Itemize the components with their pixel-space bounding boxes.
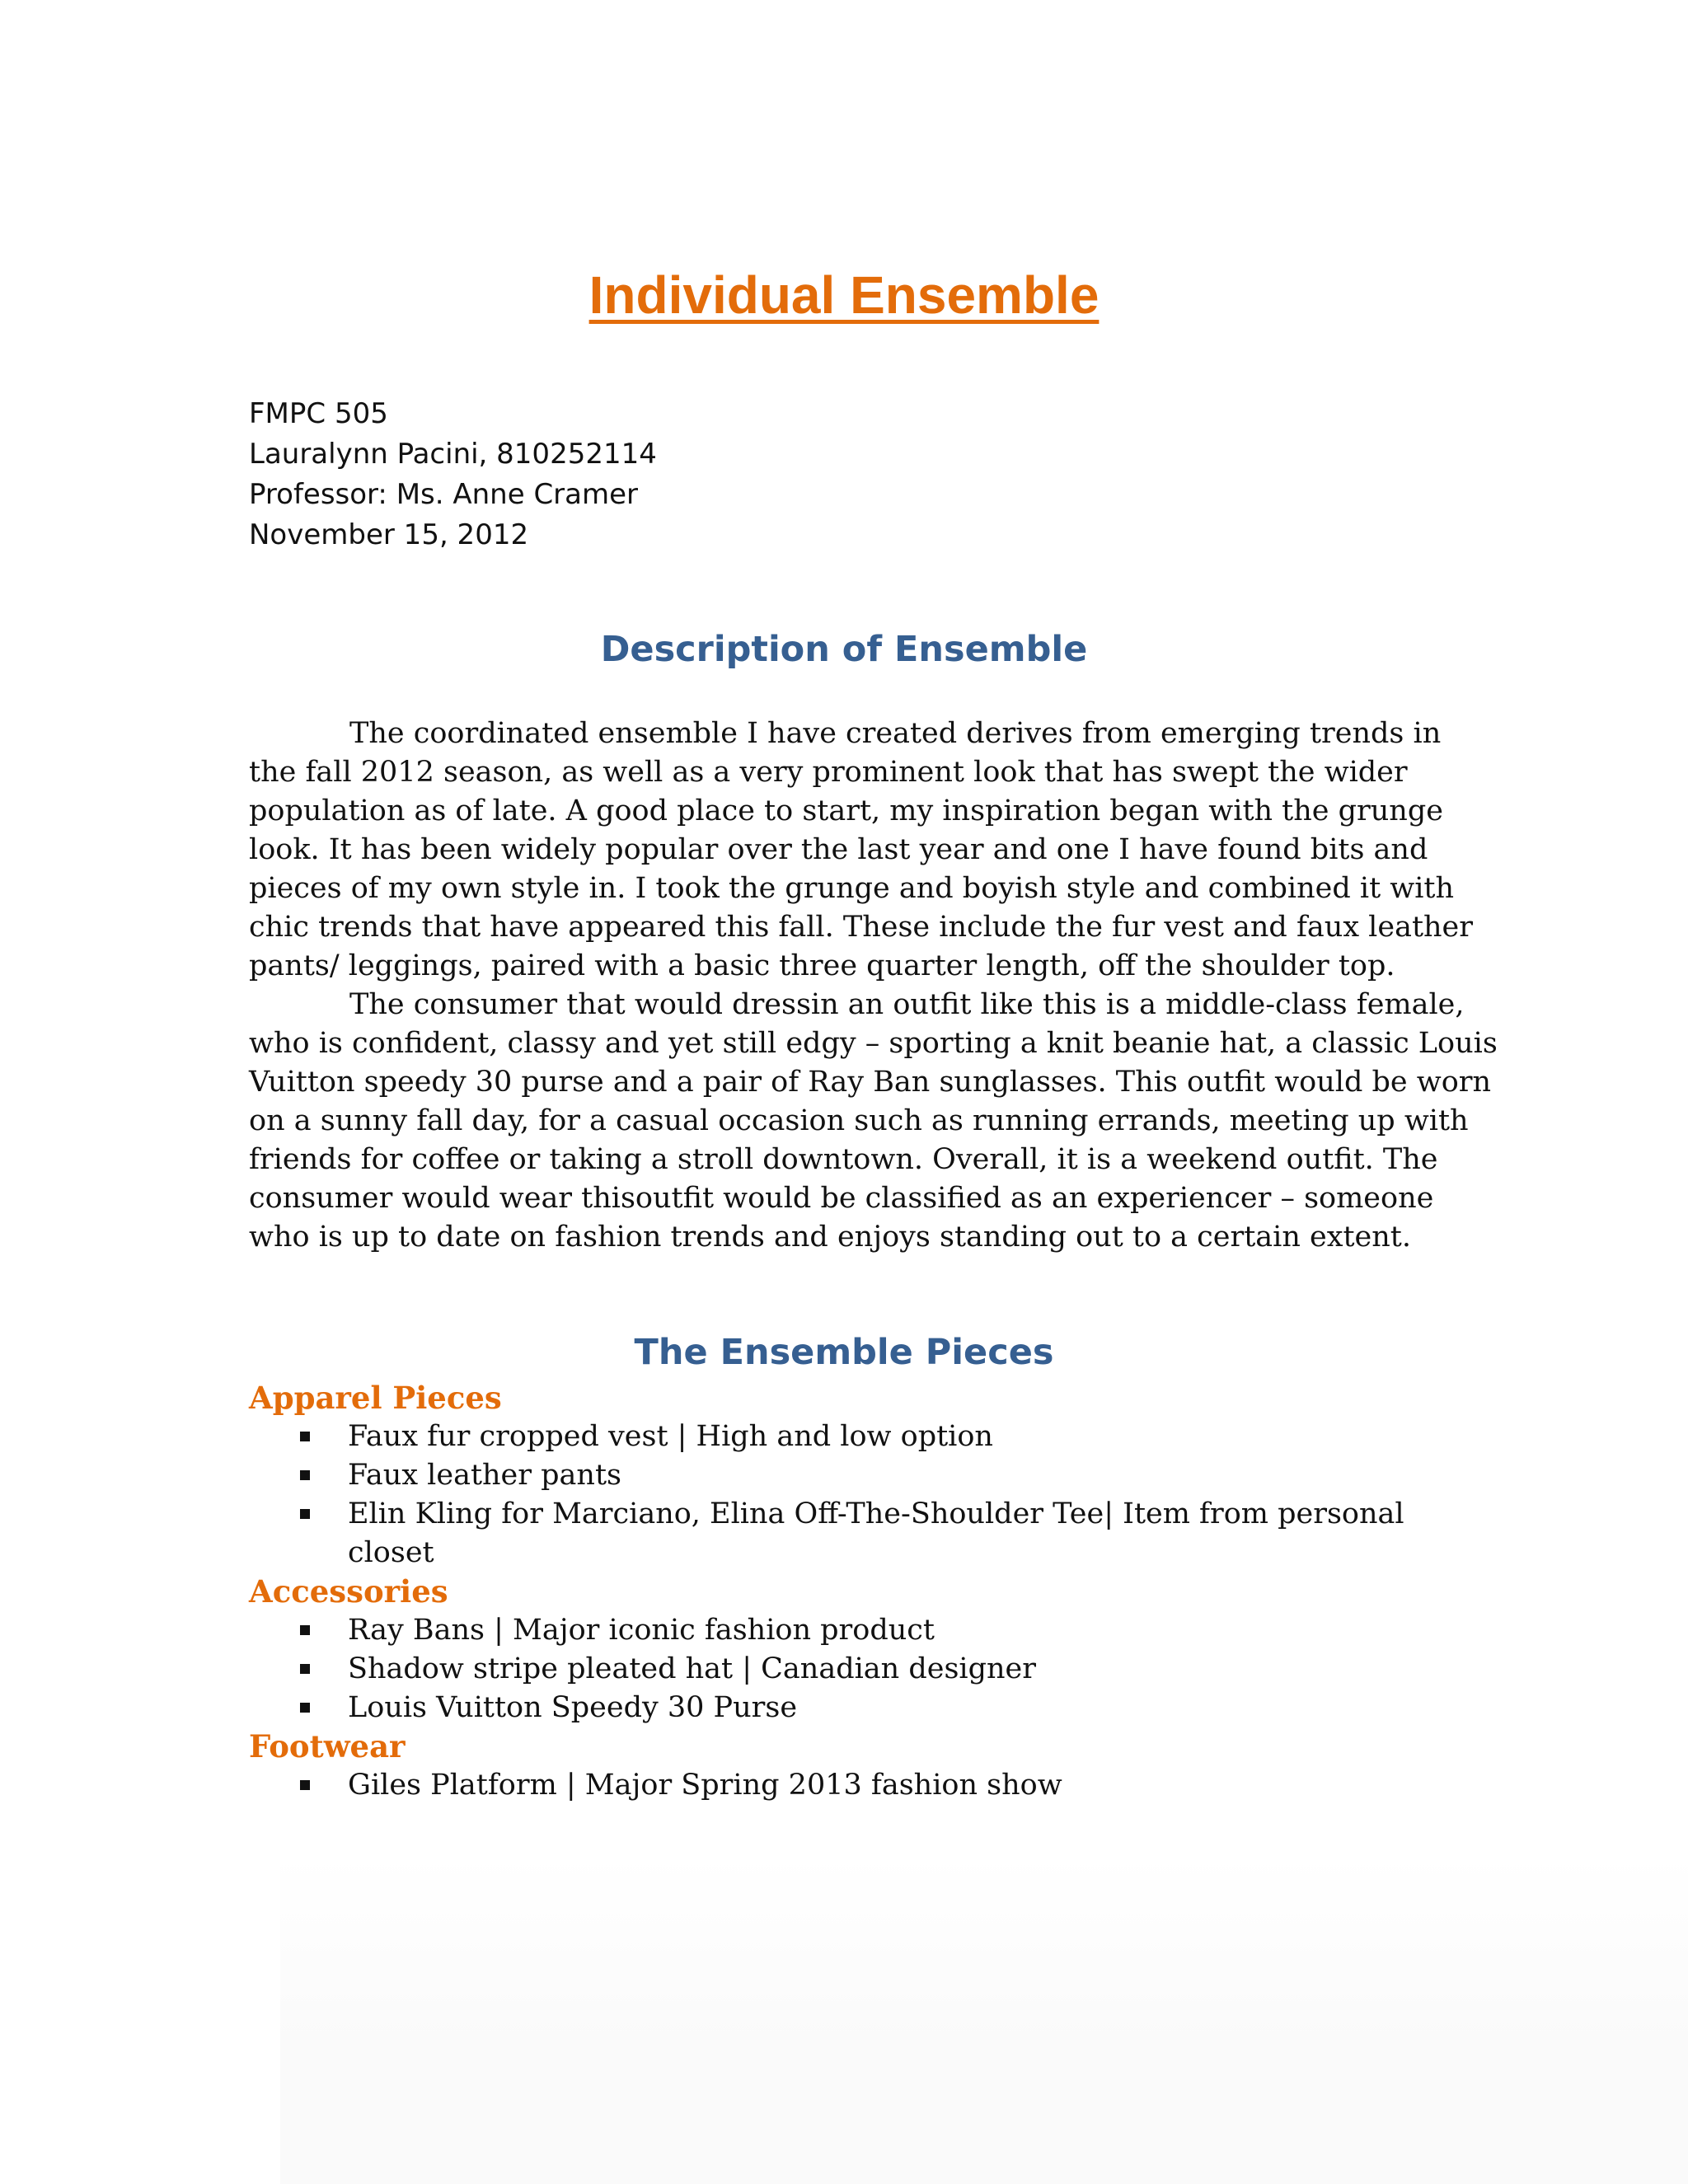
list-item-text: Elin Kling for Marciano, Elina Off-The-Shoulder Tee| Item from personal — [348, 1497, 1404, 1530]
author-line: Lauralynn Pacini, 810252114 — [249, 438, 657, 471]
square-bullet-icon — [300, 1625, 310, 1635]
square-bullet-icon — [300, 1509, 310, 1519]
list-item — [298, 1689, 1036, 1727]
list-item-text: Shadow stripe pleated hat | Canadian designer — [348, 1652, 1036, 1685]
description-line: who is up to date on fashion trends and enjoys standing out to a certain extent. — [249, 1221, 1411, 1254]
professor-line: Professor: Ms. Anne Cramer — [249, 478, 639, 511]
description-heading: Description of Ensemble — [600, 629, 1088, 670]
description-line: Vuitton speedy 30 purse and a pair of Ray Ban sunglasses. This outfit would be worn — [249, 1066, 1492, 1099]
square-bullet-icon — [300, 1703, 310, 1713]
document-title: Individual Ensemble — [588, 265, 1100, 325]
pieces-heading: The Ensemble Pieces — [634, 1332, 1054, 1373]
description-line: who is confident, classy and yet still edgy – sporting a knit beanie hat, a classic Louis — [249, 1027, 1498, 1060]
square-bullet-icon — [300, 1664, 310, 1674]
description-line: The consumer that would dressin an outfit like this is a middle-class female, — [349, 988, 1465, 1021]
list-item — [298, 1650, 1036, 1689]
list-item-text: Louis Vuitton Speedy 30 Purse — [348, 1691, 798, 1724]
list-item — [298, 1418, 1404, 1456]
list-item — [298, 1611, 1036, 1650]
square-bullet-icon — [300, 1432, 310, 1441]
accessories-list — [298, 1611, 1036, 1727]
list-item — [298, 1456, 1404, 1495]
description-line: consumer would wear thisoutfit would be classified as an experiencer – someone — [249, 1182, 1434, 1215]
list-item — [298, 1766, 1062, 1805]
description-line: pieces of my own style in. I took the grunge and boyish style and combined it with — [249, 872, 1455, 905]
description-line: on a sunny fall day, for a casual occasion such as running errands, meeting up with — [249, 1104, 1469, 1137]
square-bullet-icon — [300, 1470, 310, 1480]
description-line: population as of late. A good place to start, my inspiration began with the grunge — [249, 794, 1443, 827]
page-shadow — [280, 1854, 1688, 2184]
square-bullet-icon — [300, 1780, 310, 1790]
description-line: the fall 2012 season, as well as a very prominent look that has swept the wider — [249, 756, 1408, 789]
footwear-list — [298, 1766, 1062, 1805]
description-line: chic trends that have appeared this fall. These include the fur vest and faux leather — [249, 911, 1474, 944]
description-line: The coordinated ensemble I have created derives from emerging trends in — [349, 717, 1442, 750]
description-line: look. It has been widely popular over the last year and one I have found bits and — [249, 833, 1428, 866]
description-paragraphs — [249, 715, 1498, 1257]
list-item — [298, 1495, 1404, 1534]
apparel-list — [298, 1418, 1404, 1572]
description-line: pants/ leggings, paired with a basic three quarter length, off the shoulder top. — [249, 949, 1395, 982]
document-meta — [249, 394, 657, 555]
list-item-text: Ray Bans | Major iconic fashion product — [348, 1614, 935, 1647]
date-line: November 15, 2012 — [249, 518, 529, 551]
list-item-text: Faux leather pants — [348, 1459, 621, 1492]
footwear-section-label: Footwear — [249, 1728, 406, 1765]
course-code: FMPC 505 — [249, 397, 388, 430]
list-item-text: Faux fur cropped vest | High and low option — [348, 1420, 993, 1453]
apparel-section-label: Apparel Pieces — [249, 1380, 502, 1416]
accessories-section-label: Accessories — [249, 1573, 448, 1610]
list-item-text: closet — [348, 1536, 434, 1569]
description-line: friends for coffee or taking a stroll downtown. Overall, it is a weekend outfit. The — [249, 1143, 1438, 1176]
list-item-text: Giles Platform | Major Spring 2013 fashion show — [348, 1769, 1062, 1802]
list-item-continuation — [298, 1534, 1404, 1572]
